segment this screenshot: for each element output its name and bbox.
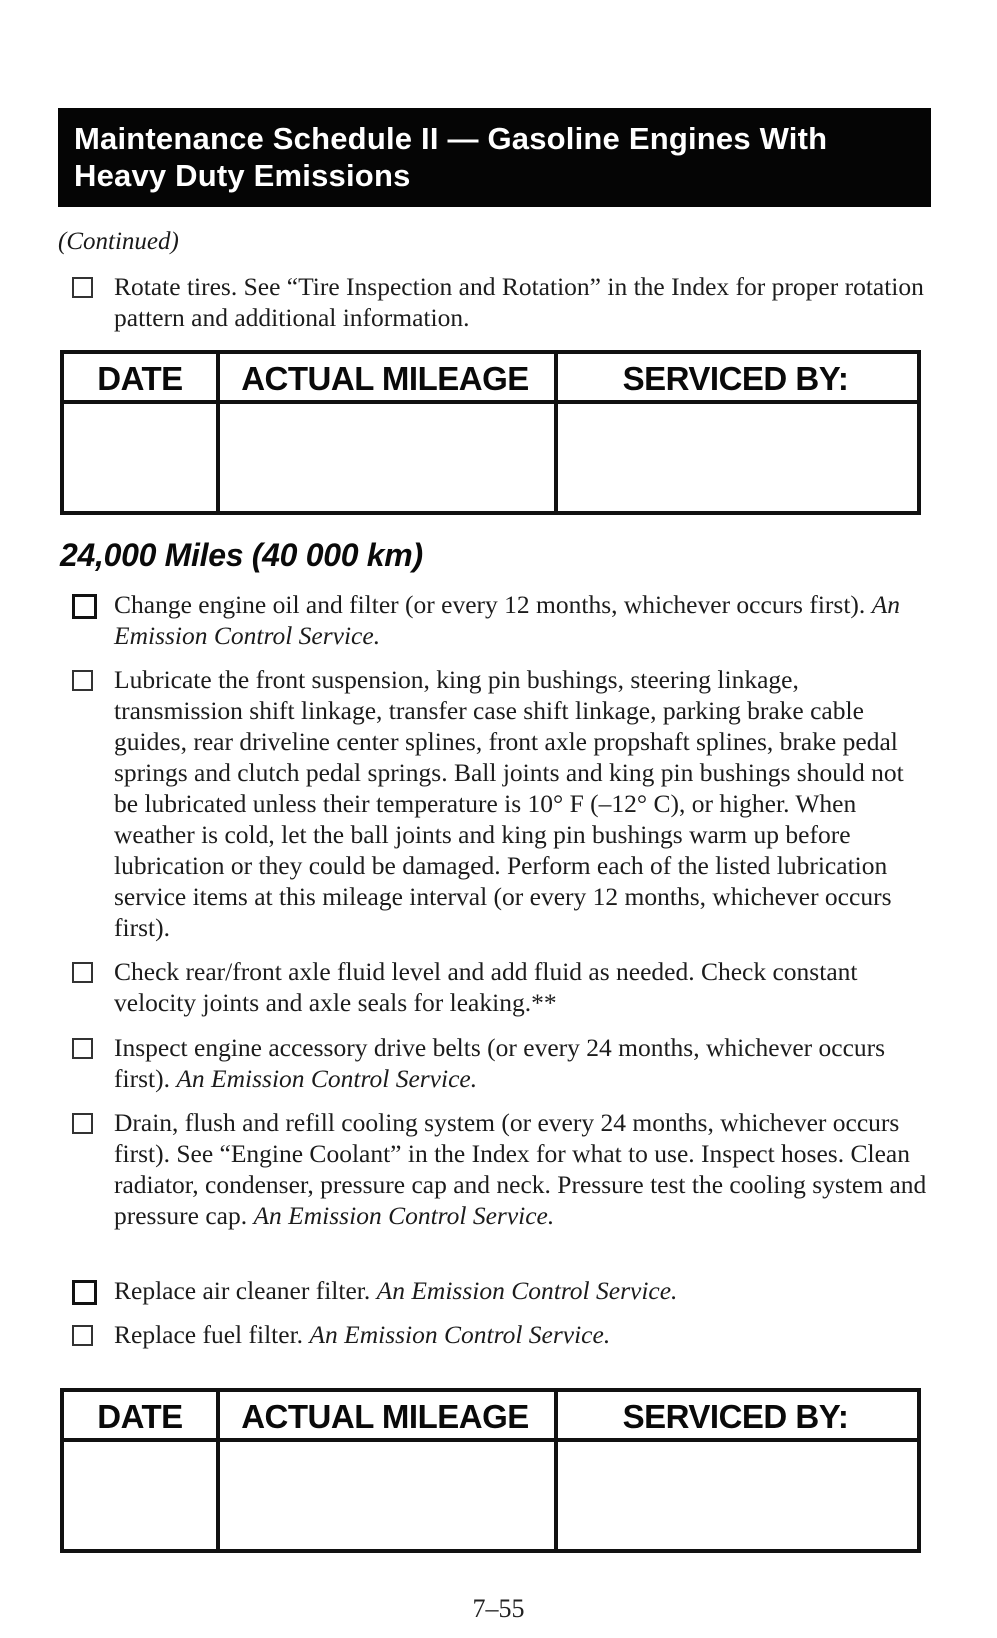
emission-note: An Emission Control Service. [309,1320,611,1349]
emission-note: An Emission Control Service. [376,1276,678,1305]
emission-note: An Emission Control Service. [114,590,901,650]
checkbox[interactable] [72,670,93,691]
date-header: DATE [64,1392,216,1442]
service-log-table-2 [60,1388,921,1553]
checklist-item-oil-change [72,589,932,651]
actual-mileage-header: ACTUAL MILEAGE [216,1392,554,1442]
actual-mileage-entry-cell[interactable] [220,404,554,511]
checkbox[interactable] [72,1280,97,1305]
item-description: Check rear/front axle fluid level and add fluid as needed. Check constant velocity joints and axle seals for leaking.** [114,957,858,1017]
checkbox[interactable] [72,1325,93,1346]
item-text [114,956,932,1018]
continued-label: (Continued) [58,228,179,255]
checklist-item-lubrication [72,664,932,943]
service-log-table-1 [60,350,921,515]
checkbox[interactable] [72,277,93,298]
serviced-by-header: SERVICED BY: [554,354,917,404]
item-description: Lubricate the front suspension, king pin bushings, steering linkage, transmission shift linkage, transfer case shift linkage, parking brake cable guides, rear driveline center splines, front axle propshaft splines, brake pedal springs and clutch pedal springs. Ball joints and king pin bushings should not be lubricated unless their temperature is 10° F (–12° C), or higher. When weather is cold, let the ball joints and king pin bushings warm up before lubrication or they could be damaged. Perform each of the listed lubrication service items at this mileage interval (or every 12 months, whichever occurs first). [114,665,904,942]
item-description: Replace fuel filter. [114,1320,304,1349]
serviced-by-header: SERVICED BY: [554,1392,917,1442]
item-text [114,1275,932,1306]
serviced-by-entry-cell[interactable] [558,1442,917,1549]
item-description: Inspect engine accessory drive belts (or every 24 months, whichever occurs first). [114,1033,886,1093]
actual-mileage-entry-cell[interactable] [220,1442,554,1549]
item-text [114,1319,932,1350]
date-entry-cell[interactable] [64,1442,216,1549]
checklist-item-drive-belts [72,1032,932,1094]
emission-note: An Emission Control Service. [253,1201,555,1230]
checkbox[interactable] [72,594,97,619]
item-text [114,589,932,651]
page-title-line-1: Maintenance Schedule II — Gasoline Engines With [74,121,828,156]
mileage-section-heading: 24,000 Miles (40 000 km) [60,537,423,573]
checklist-item-fuel-filter [72,1319,932,1350]
item-description: Drain, flush and refill cooling system (or every 24 months, whichever occurs first). See “Engine Coolant” in the Index for what to use. Inspect hoses. Clean radiator, condenser, pressure cap and neck. Pressure test the cooling system and pressure cap. [114,1108,927,1230]
checklist-item-rotate-tires [72,271,932,333]
checklist-item-axle-fluid [72,956,932,1018]
item-text [114,1107,932,1231]
section-header-bar [58,108,931,207]
item-description: Replace air cleaner filter. [114,1276,371,1305]
date-entry-cell[interactable] [64,404,216,511]
actual-mileage-header: ACTUAL MILEAGE [216,354,554,404]
date-header: DATE [64,354,216,404]
checkbox[interactable] [72,962,93,983]
item-description: Change engine oil and filter (or every 12 months, whichever occurs first). [114,590,866,619]
item-text [114,664,932,943]
emission-note: An Emission Control Service. [176,1064,478,1093]
item-text [114,1032,932,1094]
item-text: Rotate tires. See “Tire Inspection and Rotation” in the Index for proper rotation pattern and additional information. [114,272,924,332]
checkbox[interactable] [72,1113,93,1134]
page-title-line-2: Heavy Duty Emissions [74,158,411,193]
checklist-item-cooling-system [72,1107,932,1231]
checklist-item-air-filter [72,1275,932,1306]
page-number: 7–55 [472,1594,525,1623]
serviced-by-entry-cell[interactable] [558,404,917,511]
checkbox[interactable] [72,1038,93,1059]
